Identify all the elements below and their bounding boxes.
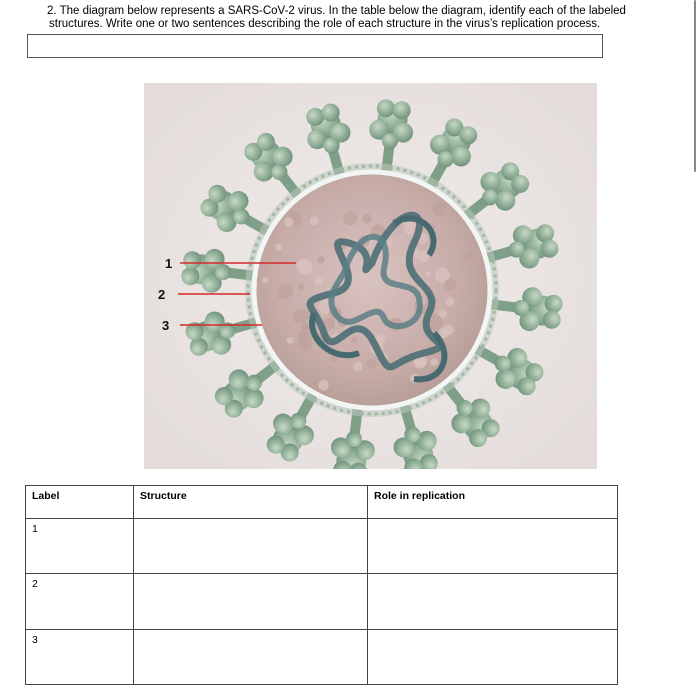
header-structure: Structure (134, 486, 368, 519)
answer-table (25, 485, 618, 685)
granule (299, 337, 313, 351)
row-label: 3 (26, 629, 134, 684)
granule (314, 276, 323, 285)
granule (297, 259, 312, 274)
granule (317, 256, 324, 263)
granule (464, 252, 474, 262)
answer-text-box[interactable] (27, 34, 603, 58)
granule (310, 216, 319, 225)
row-label: 2 (26, 574, 134, 629)
granule (318, 380, 328, 390)
structure-cell[interactable] (134, 574, 368, 629)
granule (284, 217, 293, 226)
granule (277, 290, 285, 298)
question-prompt (47, 5, 647, 31)
granule (444, 279, 456, 291)
granule (445, 297, 454, 306)
granule (432, 203, 445, 216)
header-label: Label (26, 486, 134, 519)
role-cell[interactable] (368, 629, 618, 684)
header-role: Role in replication (368, 486, 618, 519)
granule (298, 284, 305, 291)
virus-diagram (144, 83, 597, 469)
granule (353, 362, 362, 371)
table-row (26, 629, 618, 684)
granule (294, 308, 309, 323)
granule (351, 337, 357, 343)
virus-illustration (144, 83, 597, 469)
question-line-2: structures. Write one or two sentences describing the role of each structure in the virus’s replication process. (49, 18, 601, 30)
granule (275, 244, 282, 251)
granule (367, 359, 377, 369)
role-cell[interactable] (368, 574, 618, 629)
row-label: 1 (26, 519, 134, 574)
granule (343, 211, 357, 225)
vertical-scrollbar[interactable] (694, 0, 696, 172)
granule (301, 323, 308, 330)
granule (362, 214, 371, 223)
role-cell[interactable] (368, 519, 618, 574)
structure-cell[interactable] (134, 629, 368, 684)
label-1: 1 (165, 256, 173, 271)
table-row (26, 574, 618, 629)
label-2: 2 (158, 287, 166, 302)
table-header-row (26, 486, 618, 519)
table-row (26, 519, 618, 574)
granule (287, 337, 294, 344)
granule (425, 271, 431, 277)
question-line-1: 2. The diagram below represents a SARS-CoV-2 virus. In the table below the diagram, identify each of the labeled (47, 5, 626, 17)
granule (262, 277, 268, 283)
label-3: 3 (162, 318, 170, 333)
granule (430, 358, 438, 366)
structure-cell[interactable] (134, 519, 368, 574)
